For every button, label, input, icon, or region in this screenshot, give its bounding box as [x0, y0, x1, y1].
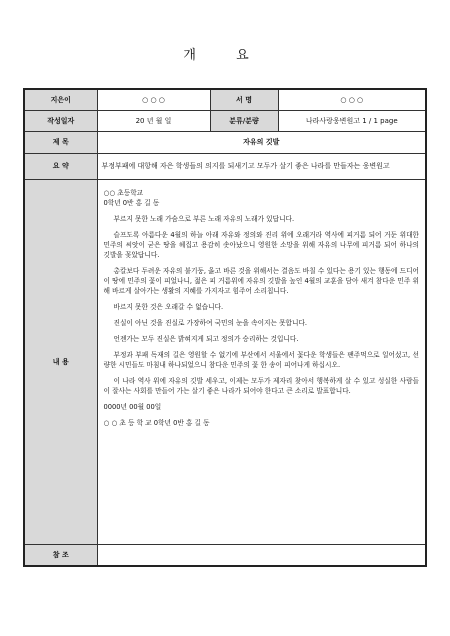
row-content	[24, 179, 426, 544]
speech-paragraph-8: 이 나라 역사 위에 자유의 깃발 세우고, 이제는 모두가 제자리 찾아서 행복하게 살 수 있고 성실한 사람들이 잘사는 사회를 만들어 가는 살기 좋은 나라가 되어야 한다고 큰 소리로 발표합니다.	[103, 376, 419, 395]
row-summary	[24, 153, 426, 179]
speech-paragraph-6: 언젠가는 모두 진실은 밝혀지게 되고 정의가 승리하는 것입니다.	[113, 334, 299, 343]
speech-paragraph-5: 진실이 아닌 것을 진실로 가장하여 국민의 눈을 속이지는 못합니다.	[113, 318, 308, 327]
row-author	[24, 89, 426, 110]
row-subject	[24, 131, 426, 153]
speech-signature: ○ ○ 초 등 학 교 0학년 0반 홍 길 동	[103, 418, 210, 427]
row-reference	[24, 544, 426, 566]
author-value: ○ ○ ○	[97, 89, 210, 110]
speech-date: 0000년 00월 00일	[103, 402, 162, 411]
summary-form-table	[23, 88, 427, 567]
writer-label: 서 명	[210, 89, 278, 110]
reference-label: 참 조	[24, 544, 97, 566]
speech-paragraph-7: 부정과 부패 독재의 길은 영원할 수 없기에 부산에서 서울에서 꽃다운 학생들은 팬주먹으로 일어섰고, 선량한 시민들도 마침내 하나되었으니 참다운 민주의 꽃 한 송이 피어나게 하십시오.	[103, 350, 419, 369]
speech-paragraph-2: 슬프도록 아름다운 4월의 하늘 아래 자유와 정의와 진리 위에 오래거라 역사에 피거름 되어 거둔 위대한 민주의 씨앗이 굳은 땅을 헤집고 용감히 솟아났으니 영원한 소망을 위해 자유의 나무에 피거름 되어 하나의 깃발을 꽂았답니다.	[103, 230, 419, 259]
speech-student: 0학년 0반 홍 길 동	[103, 198, 160, 207]
date-label: 작성일자	[24, 110, 97, 131]
category-value: 나라사랑웅변원고 1 / 1 page	[278, 110, 426, 131]
reference-value	[97, 544, 426, 566]
speech-paragraph-4: 바르지 못한 것은 오래갈 수 없습니다.	[113, 302, 224, 311]
author-label: 지은이	[24, 89, 97, 110]
subject-value: 자유의 깃발	[97, 131, 426, 153]
speech-paragraph-1: 부르지 못한 노래 가슴으로 부른 노래 자유의 노래가 있답니다.	[113, 214, 295, 223]
subject-label: 제 목	[24, 131, 97, 153]
category-label: 분류/분량	[210, 110, 278, 131]
row-date	[24, 110, 426, 131]
summary-label: 요 약	[24, 153, 97, 179]
document-title: 개 요	[183, 48, 267, 63]
summary-value: 부정부패에 대항해 자은 학생들의 의지를 되새기고 모두가 살기 좋은 나라를 만들자는 웅변원고	[97, 153, 426, 179]
speech-school: ○○ 초등학교	[103, 188, 144, 197]
date-value: 20 년 월 일	[97, 110, 210, 131]
writer-value: ○ ○ ○	[278, 89, 426, 110]
speech-paragraph-3: 총칼보다 두려운 자유의 불기둥, 옳고 바른 것을 위해서는 결음도 바칠 수 있다는 용기 있는 행동에 드디어 이 땅에 민주의 꽃이 피었나니, 젊은 피 거름위에 자유의 깃발을 높인 4월의 교훈을 담아 새겨 참다운 민주 위해 바르게 살아가는 생활의 지혜를 가지자고 힘주어 소리칩니다.	[103, 266, 419, 295]
content-label: 내 용	[24, 179, 97, 544]
speech-body	[97, 179, 426, 544]
